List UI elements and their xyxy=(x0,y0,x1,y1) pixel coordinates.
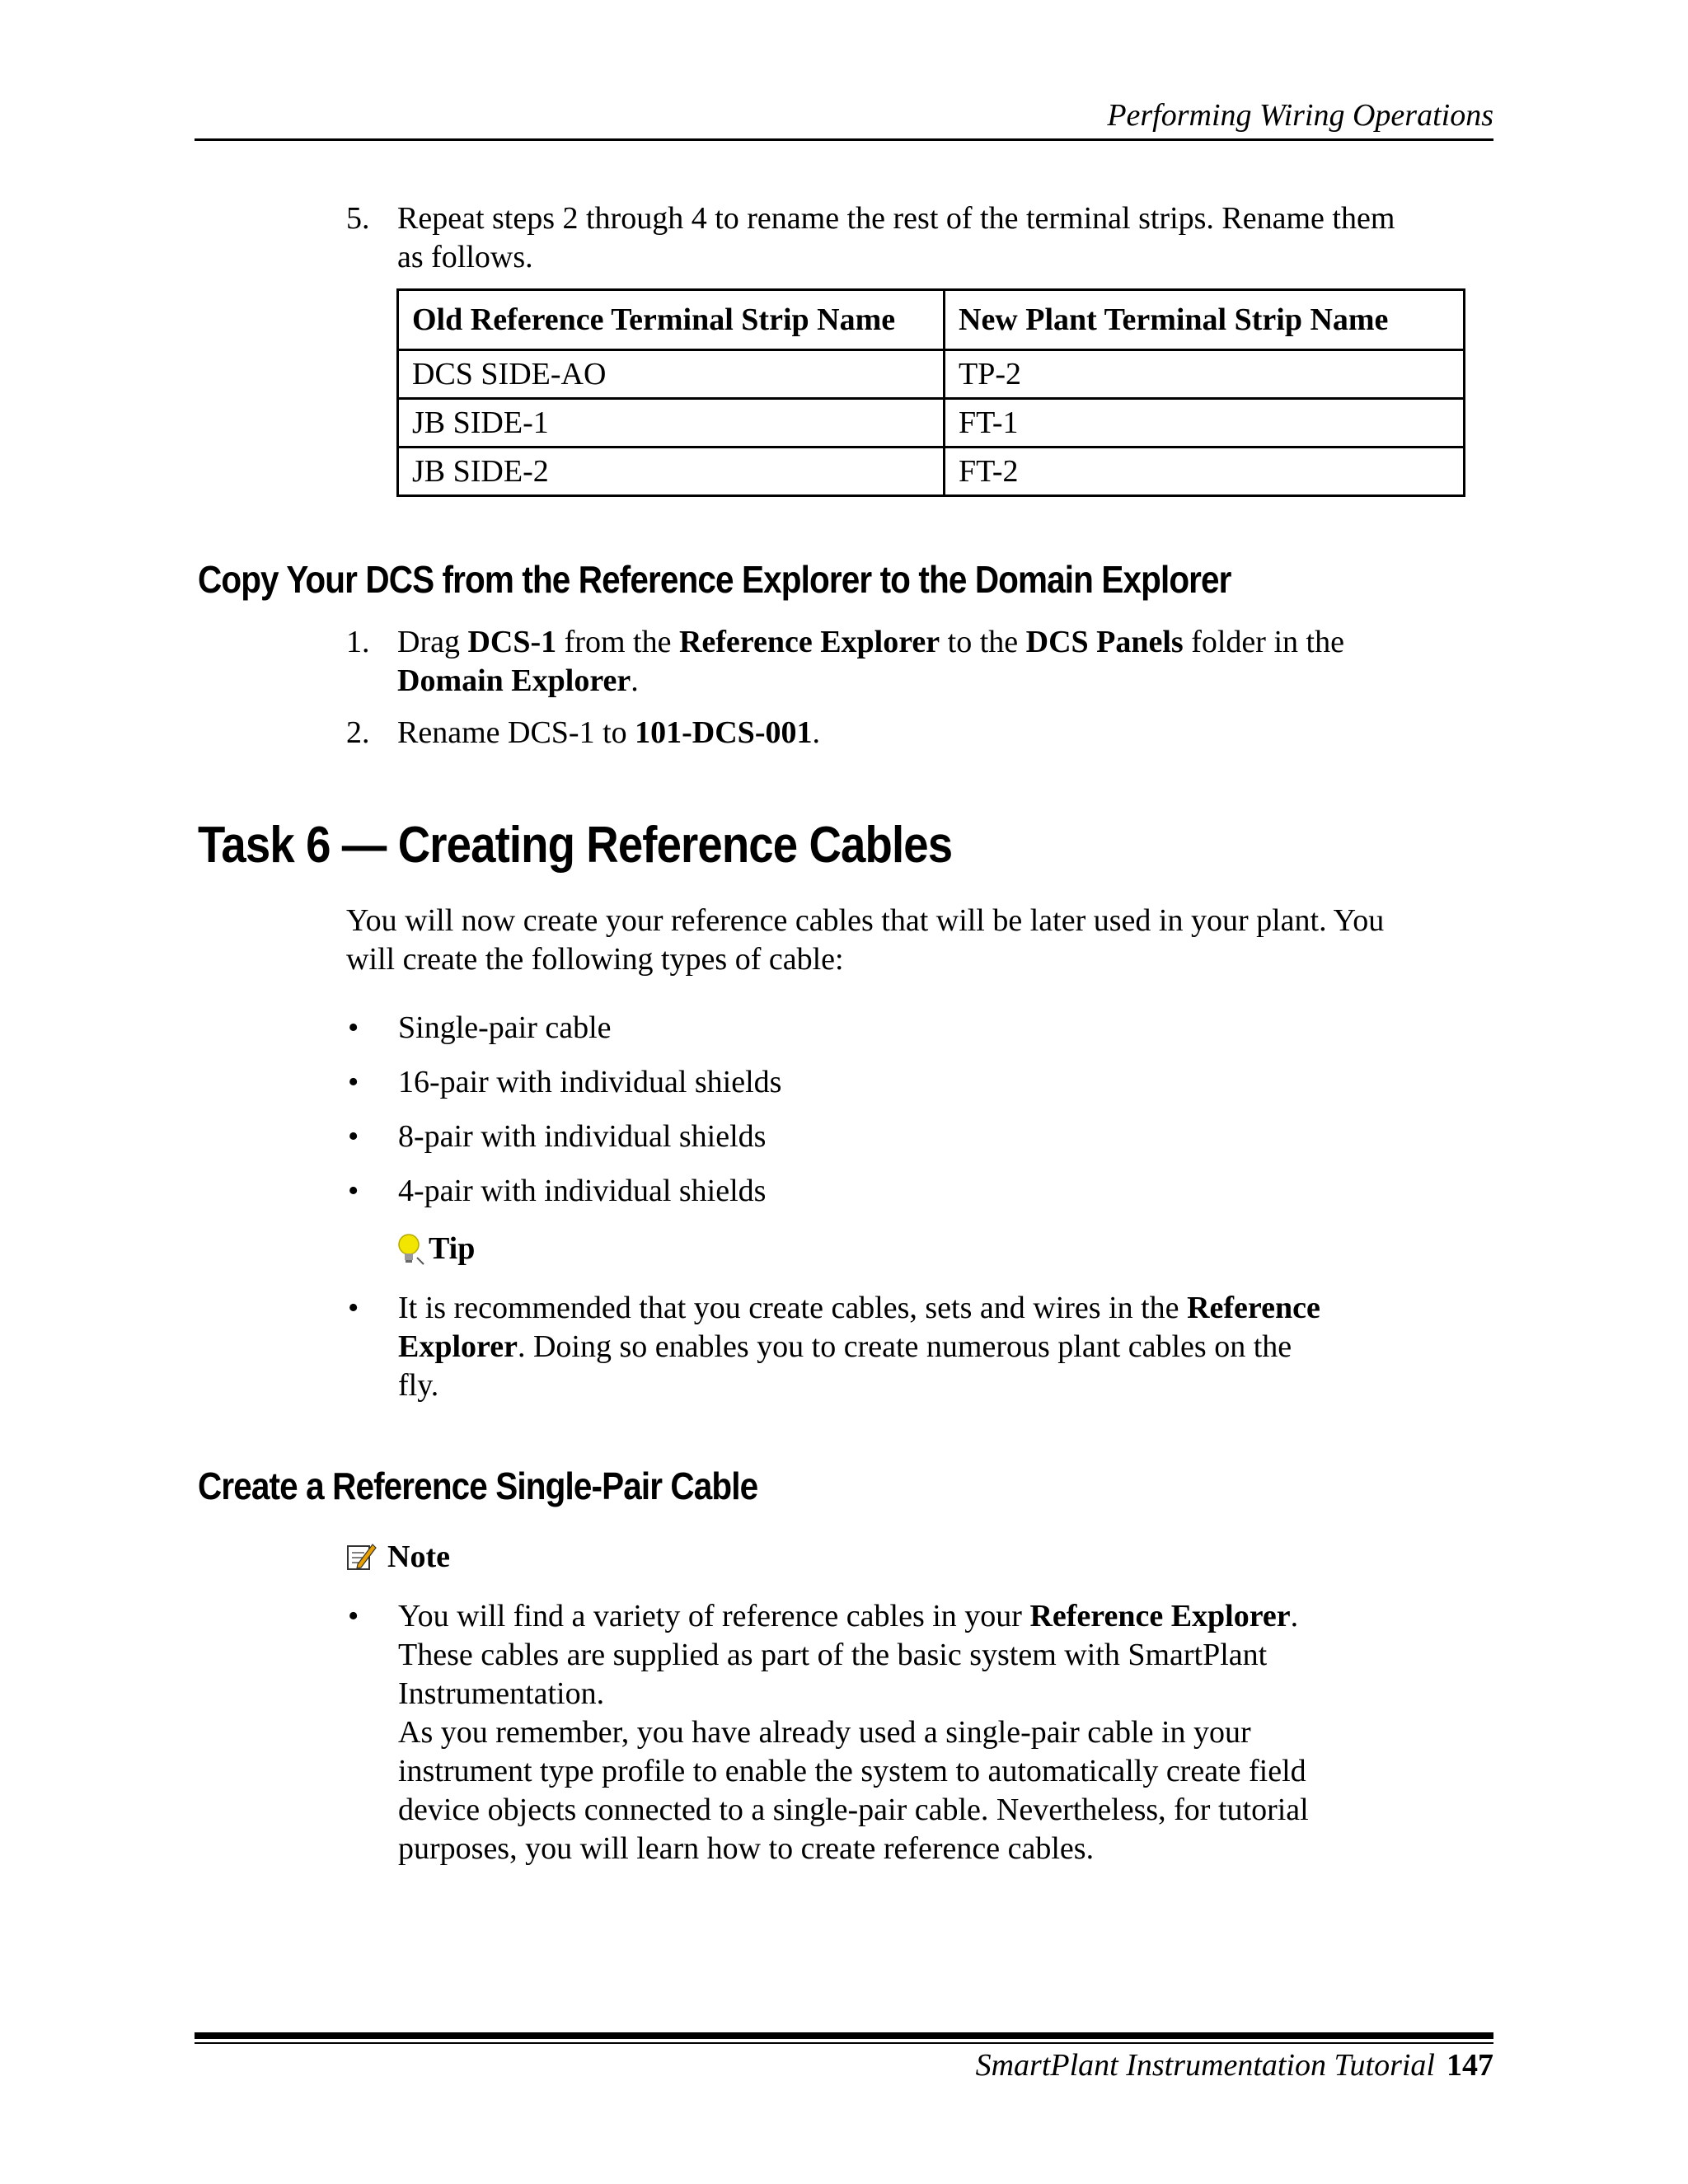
note-line3: Instrumentation. xyxy=(398,1676,605,1711)
section-heading-copy-dcs: Copy Your DCS from the Reference Explorer to the Domain Explorer xyxy=(198,558,1231,601)
list-item-text: 16-pair with individual shields xyxy=(398,1065,782,1099)
bullet-dot: • xyxy=(348,1065,359,1099)
table-cell: TP-2 xyxy=(945,350,1465,399)
text-run: Rename DCS-1 to xyxy=(397,715,635,750)
step-text-line1 xyxy=(397,623,1344,662)
intro-line2: will create the following types of cable: xyxy=(346,942,844,977)
text-run: . xyxy=(1290,1599,1299,1633)
task-heading: Task 6 — Creating Reference Cables xyxy=(198,817,953,874)
list-item xyxy=(348,1009,1419,1047)
bold-run: Explorer xyxy=(398,1329,518,1364)
list-item xyxy=(348,1063,1419,1102)
list-item-text: 4-pair with individual shields xyxy=(398,1174,767,1208)
text-run: It is recommended that you create cables, sets and wires in the xyxy=(398,1291,1188,1325)
text-run: Drag xyxy=(397,625,468,659)
table-cell: JB SIDE-1 xyxy=(398,399,945,448)
step-text-line2 xyxy=(397,662,639,701)
bullet-dot: • xyxy=(348,1174,359,1208)
copy-step-1 xyxy=(346,623,1500,701)
tip-item xyxy=(348,1289,1419,1405)
tip-line3: fly. xyxy=(398,1368,439,1403)
note-label: Note xyxy=(387,1540,450,1574)
list-item xyxy=(348,1118,1419,1156)
list-item-text: 8-pair with individual shields xyxy=(398,1119,767,1154)
tip-callout xyxy=(396,1230,560,1271)
bold-run: 101-DCS-001 xyxy=(635,715,813,750)
section-heading-single-pair: Create a Reference Single-Pair Cable xyxy=(198,1465,758,1507)
table-row xyxy=(398,448,1465,496)
column-header: New Plant Terminal Strip Name xyxy=(945,290,1465,350)
bullet-dot: • xyxy=(348,1599,359,1633)
intro-line1: You will now create your reference cables that will be later used in your plant. You xyxy=(346,903,1385,938)
document-title: SmartPlant Instrumentation Tutorial xyxy=(975,2048,1435,2083)
note-line1 xyxy=(398,1597,1298,1636)
note-item xyxy=(348,1597,1419,1869)
list-item-text: Single-pair cable xyxy=(398,1010,612,1045)
bullet-dot: • xyxy=(348,1291,359,1325)
bold-run: DCS Panels xyxy=(1025,625,1184,659)
tip-line2 xyxy=(398,1328,1292,1366)
step-number: 2. xyxy=(346,715,370,750)
note-line2: These cables are supplied as part of the basic system with SmartPlant xyxy=(398,1638,1268,1672)
copy-step-2 xyxy=(346,714,1500,752)
text-run: You will find a variety of reference cables in your xyxy=(398,1599,1030,1633)
bullet-dot: • xyxy=(348,1119,359,1154)
bullet-dot: • xyxy=(348,1010,359,1045)
footer-rule xyxy=(195,2032,1493,2039)
step-text xyxy=(397,714,820,752)
note-line4: As you remember, you have already used a single-pair cable in your xyxy=(398,1715,1251,1750)
running-footer xyxy=(195,2047,1493,2083)
table-row xyxy=(398,350,1465,399)
bold-run: Domain Explorer xyxy=(397,663,631,698)
table-header-row xyxy=(398,290,1465,350)
task-intro xyxy=(346,902,1500,979)
list-item xyxy=(348,1172,1419,1211)
table-cell: DCS SIDE-AO xyxy=(398,350,945,399)
tip-label: Tip xyxy=(429,1231,476,1266)
page-number: 147 xyxy=(1447,2048,1493,2083)
column-header: Old Reference Terminal Strip Name xyxy=(398,290,945,350)
rename-table xyxy=(396,288,1465,497)
table-cell: JB SIDE-2 xyxy=(398,448,945,496)
step-text-line1: Repeat steps 2 through 4 to rename the rest of the terminal strips. Rename them xyxy=(397,201,1395,236)
table-cell: FT-1 xyxy=(945,399,1465,448)
note-callout xyxy=(346,1538,528,1579)
text-run: folder in the xyxy=(1183,625,1344,659)
text-run: . Doing so enables you to create numerous plant cables on the xyxy=(517,1329,1292,1364)
text-run: . xyxy=(812,715,820,750)
step-number: 5. xyxy=(346,201,370,236)
step-5 xyxy=(346,199,1500,277)
text-run: from the xyxy=(556,625,679,659)
bold-run: Reference Explorer xyxy=(678,625,940,659)
footer-rule-thin xyxy=(195,2042,1493,2044)
bold-run: DCS-1 xyxy=(467,625,557,659)
running-header: Performing Wiring Operations xyxy=(1107,98,1493,133)
step-text-line2: as follows. xyxy=(397,240,533,274)
step-number: 1. xyxy=(346,625,370,659)
note-line7: purposes, you will learn how to create reference cables. xyxy=(398,1831,1095,1866)
note-line5: instrument type profile to enable the system to automatically create field xyxy=(398,1754,1306,1788)
table-cell: FT-2 xyxy=(945,448,1465,496)
note-line6: device objects connected to a single-pair cable. Nevertheless, for tutorial xyxy=(398,1793,1309,1827)
tip-line1 xyxy=(398,1289,1320,1328)
note-pencil-icon xyxy=(346,1541,377,1572)
bold-run: Reference xyxy=(1187,1291,1320,1325)
bold-run: Reference Explorer xyxy=(1029,1599,1291,1633)
header-rule xyxy=(195,138,1493,141)
table-row xyxy=(398,399,1465,448)
text-run: to the xyxy=(940,625,1026,659)
text-run: . xyxy=(631,663,639,698)
lightbulb-icon xyxy=(396,1233,425,1266)
